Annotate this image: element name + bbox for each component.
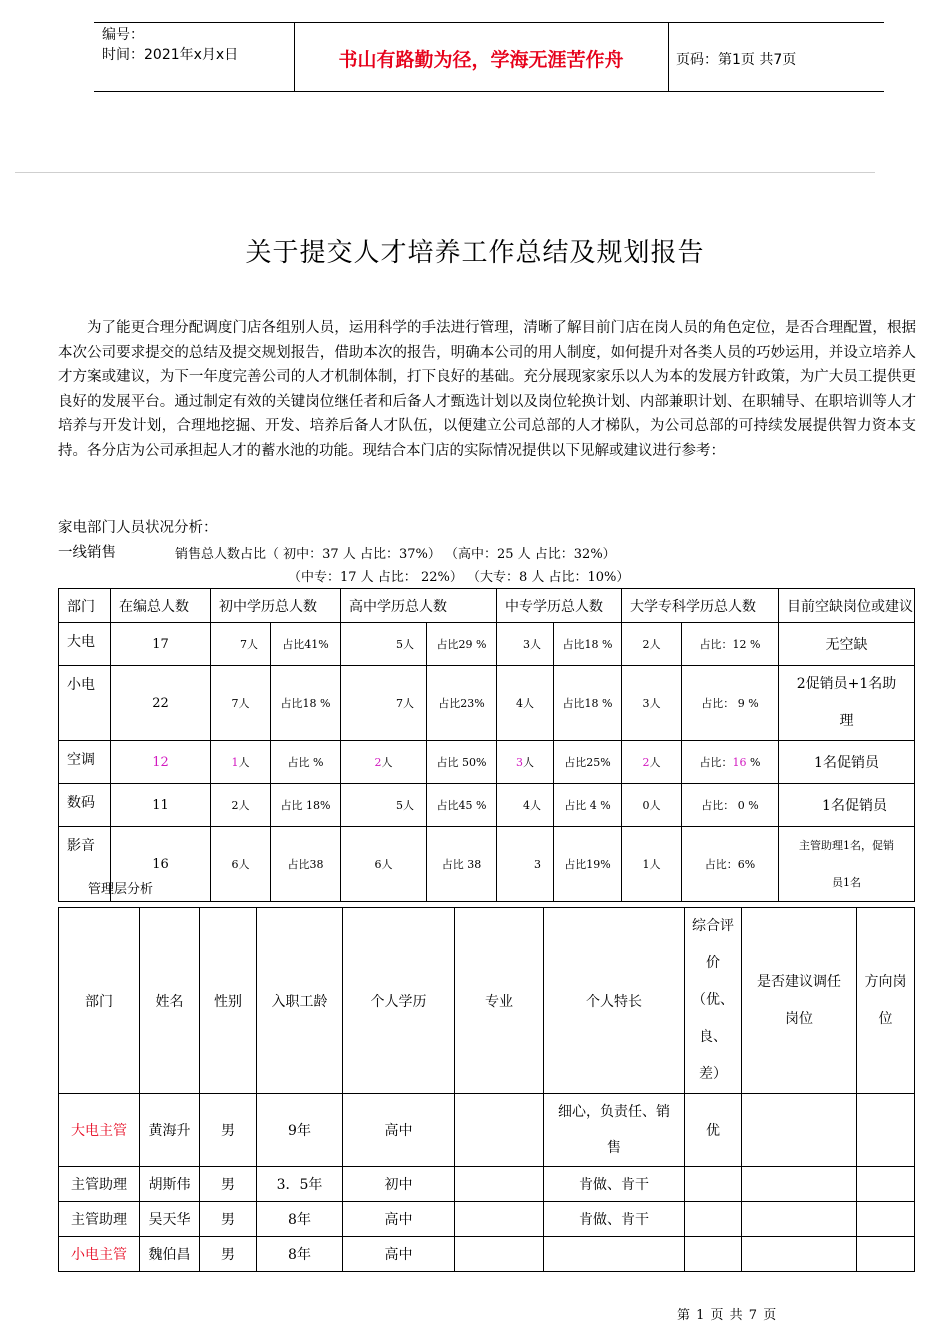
header-cell: 性别: [200, 908, 257, 1094]
edu-cell: 高中: [343, 1237, 455, 1272]
note-text: 2促销员+1名助: [796, 676, 897, 692]
ratio-cell: 占比 38: [427, 827, 497, 902]
rating-cell: [685, 1202, 742, 1237]
name-cell: 胡斯伟: [140, 1167, 200, 1202]
table-row: [59, 784, 915, 827]
header-text: 是否建议调任: [757, 973, 841, 990]
count-cell: 5人: [341, 623, 427, 666]
header-cell: [742, 908, 857, 1094]
gender-cell: 男: [200, 1237, 257, 1272]
ratio-cell: 占比：6%: [682, 827, 779, 902]
header-cell: 入职工龄: [257, 908, 343, 1094]
ratio-cell: 占比：12 %: [682, 623, 779, 666]
edu-cell: 初中: [343, 1167, 455, 1202]
skill-text: 细心，负责任、销: [558, 1104, 670, 1120]
header-text: 岗位: [785, 1010, 813, 1027]
direction-cell: [857, 1202, 915, 1237]
ratio-cell: 占比19%: [554, 827, 622, 902]
dept-cell: 数码: [59, 784, 111, 827]
header-cell: 个人特长: [544, 908, 685, 1094]
count-value: 1: [231, 756, 239, 769]
rating-cell: [685, 1237, 742, 1272]
staff-education-table: [58, 588, 915, 902]
rating-cell: 优: [685, 1094, 742, 1167]
horizontal-rule: [15, 172, 875, 173]
table-row: [59, 623, 915, 666]
ratio-cell: 占比29 %: [427, 623, 497, 666]
note-cell: [779, 666, 915, 741]
management-table: [58, 907, 915, 1272]
header-text: 方向岗: [864, 973, 907, 990]
header-cell: 在编总人数: [111, 589, 211, 623]
skill-text: 售: [607, 1140, 621, 1156]
name-cell: 吴天华: [140, 1202, 200, 1237]
gender-cell: 男: [200, 1094, 257, 1167]
number-label: 编号：: [102, 27, 144, 43]
note-cell: [779, 827, 915, 902]
header-cell: 姓名: [140, 908, 200, 1094]
count-value: 2: [642, 756, 650, 769]
major-cell: [455, 1094, 544, 1167]
header-text: （优、: [692, 992, 734, 1008]
ratio-cell: 占比38: [271, 827, 341, 902]
name-cell: 魏伯昌: [140, 1237, 200, 1272]
ratio-cell: 占比18 %: [554, 666, 622, 741]
ratio-cell: 占比： 9 %: [682, 666, 779, 741]
ratio-cell: 占比 4 %: [554, 784, 622, 827]
header-text: 差）: [699, 1066, 727, 1082]
note-cell: 无空缺: [779, 623, 915, 666]
header-cell: 目前空缺岗位或建议: [779, 589, 915, 623]
dept-cell: 大电主管: [59, 1094, 140, 1167]
direction-cell: [857, 1237, 915, 1272]
tenure-cell: 3．5年: [257, 1167, 343, 1202]
header-cell: 初中学历总人数: [211, 589, 341, 623]
gender-cell: 男: [200, 1202, 257, 1237]
tenure-cell: 8年: [257, 1202, 343, 1237]
table-row: [59, 827, 915, 902]
header-cell: 部门: [59, 908, 140, 1094]
count-value: 3: [516, 756, 523, 769]
dept-cell: 大电: [59, 623, 111, 666]
count-cell: [341, 741, 427, 784]
count-unit: 人: [523, 756, 534, 769]
header-text: 良、: [699, 1029, 727, 1045]
rating-cell: [685, 1167, 742, 1202]
count-cell: 1人: [622, 827, 682, 902]
note-text: 理: [839, 713, 854, 729]
dept-cell: 主管助理: [59, 1167, 140, 1202]
major-cell: [455, 1167, 544, 1202]
tenure-cell: 8年: [257, 1237, 343, 1272]
time-label: 时间：2021年x月x日: [102, 47, 239, 63]
count-cell: 6人: [341, 827, 427, 902]
header-cell: 高中学历总人数: [341, 589, 497, 623]
count-cell: 0人: [622, 784, 682, 827]
header-text: 价: [706, 955, 720, 971]
header-divider: [668, 23, 669, 91]
direction-cell: [857, 1094, 915, 1167]
adjust-cell: [742, 1094, 857, 1167]
sales-label: 一线销售: [58, 545, 116, 561]
table-row: [59, 666, 915, 741]
ratio-label: 占比：: [699, 756, 733, 769]
ratio-cell: 占比18 %: [554, 623, 622, 666]
header-cell: 部门: [59, 589, 111, 623]
total-cell: 11: [111, 784, 211, 827]
tenure-cell: 9年: [257, 1094, 343, 1167]
stat-line-1: 销售总人数占比（ 初中：37 人 占比：37%） （高中：25 人 占比：32%）: [175, 547, 616, 562]
count-unit: 人: [381, 756, 393, 769]
skill-cell: [544, 1237, 685, 1272]
intro-paragraph: 为了能更合理分配调度门店各组别人员，运用科学的手法进行管理，清晰了解目前门店在岗人员的角色定位，是否合理配置，根据本次公司要求提交的总结及提交规划报告，借助本次的报告，明确本公司的用人制度，如何提升对各类人员的巧妙运用，并设立培养人才方案或建议，为下一年度完善公司的人才机制体制，打下良好的基础。充分展现家家乐以人为本的发展方针政策，为广大员工提供更良好的发展平台。通过制定有效的关键岗位继任者和后备人才甄选计划以及岗位轮换计划、内部兼职计划、在职辅导、在职培训等人才培养与开发计划，合理地挖掘、开发、培养后备人才队伍，以便建立公司总部的人才梯队，为公司总部的可持续发展提供智力资本支持。各分店为公司承担起人才的蓄水池的功能。现结合本门店的实际情况提供以下见解或建议进行参考：: [58, 320, 916, 459]
header-cell: 中专学历总人数: [497, 589, 622, 623]
ratio-value: 16: [732, 756, 747, 769]
note-cell: 1名促销员: [779, 784, 915, 827]
adjust-cell: [742, 1167, 857, 1202]
count-cell: [622, 741, 682, 784]
gender-cell: 男: [200, 1167, 257, 1202]
dept-cell: 小电: [59, 666, 111, 741]
count-cell: 5人: [341, 784, 427, 827]
table-row: [59, 1237, 915, 1272]
adjust-cell: [742, 1237, 857, 1272]
stat-line-2: （中专：17 人 占比： 22%） （大专：8 人 占比：10%）: [288, 570, 630, 585]
count-value: 2: [374, 756, 382, 769]
section-heading-management: 管理层分析: [88, 882, 154, 897]
count-cell: 3: [497, 827, 554, 902]
header-page-number: 页码：第1页 共7页: [676, 52, 797, 68]
table-row: [59, 1167, 915, 1202]
ratio-cell: 占比： 0 %: [682, 784, 779, 827]
count-unit: 人: [238, 756, 250, 769]
total-cell: 12: [111, 741, 211, 784]
header-meta: [102, 25, 238, 65]
count-cell: 4人: [497, 784, 554, 827]
count-cell: 7人: [211, 666, 271, 741]
count-cell: 2人: [211, 784, 271, 827]
count-unit: 人: [649, 756, 661, 769]
total-cell: 22: [111, 666, 211, 741]
note-cell: 1名促销员: [779, 741, 915, 784]
dept-cell: 空调: [59, 741, 111, 784]
skill-cell: 肯做、肯干: [544, 1202, 685, 1237]
ratio-cell: 占比 50%: [427, 741, 497, 784]
direction-cell: [857, 1167, 915, 1202]
skill-cell: 肯做、肯干: [544, 1167, 685, 1202]
count-cell: 7人: [211, 623, 271, 666]
ratio-cell: 占比 18%: [271, 784, 341, 827]
header-cell: 个人学历: [343, 908, 455, 1094]
table-header-row: [59, 589, 915, 623]
ratio-cell: 占比45 %: [427, 784, 497, 827]
dept-cell: 小电主管: [59, 1237, 140, 1272]
major-cell: [455, 1202, 544, 1237]
table-header-row: [59, 908, 915, 1094]
ratio-cell: 占比 %: [271, 741, 341, 784]
document-title: 关于提交人才培养工作总结及规划报告: [245, 238, 705, 268]
count-cell: 4人: [497, 666, 554, 741]
header-cell: [685, 908, 742, 1094]
count-cell: [211, 741, 271, 784]
total-cell: 17: [111, 623, 211, 666]
header-text: 综合评: [692, 918, 734, 934]
ratio-cell: 占比18 %: [271, 666, 341, 741]
edu-cell: 高中: [343, 1094, 455, 1167]
table-row: [59, 1202, 915, 1237]
page-footer: 第 1 页 共 7 页: [677, 1308, 778, 1323]
ratio-cell: 占比23%: [427, 666, 497, 741]
skill-cell: [544, 1094, 685, 1167]
header-cell: [857, 908, 915, 1094]
ratio-cell: 占比41%: [271, 623, 341, 666]
dept-cell: 影音: [59, 827, 111, 902]
count-cell: [497, 741, 554, 784]
count-cell: 3人: [497, 623, 554, 666]
header-motto: 书山有路勤为径，学海无涯苦作舟: [338, 49, 624, 71]
section-heading-appliance: 家电部门人员状况分析：: [58, 520, 218, 536]
ratio-cell: 占比25%: [554, 741, 622, 784]
table-row: [59, 741, 915, 784]
count-cell: 6人: [211, 827, 271, 902]
ratio-cell: [682, 741, 779, 784]
header-cell: 专业: [455, 908, 544, 1094]
table-row: [59, 1094, 915, 1167]
major-cell: [455, 1237, 544, 1272]
name-cell: 黄海升: [140, 1094, 200, 1167]
count-cell: 2人: [622, 623, 682, 666]
edu-cell: 高中: [343, 1202, 455, 1237]
ratio-unit: %: [746, 756, 761, 769]
dept-cell: 主管助理: [59, 1202, 140, 1237]
count-cell: 7人: [341, 666, 427, 741]
adjust-cell: [742, 1202, 857, 1237]
note-text: 员1名: [832, 876, 861, 889]
total-cell: 16: [111, 827, 211, 902]
page-header: [94, 22, 884, 92]
header-text: 位: [878, 1010, 893, 1027]
note-text: 主管助理1名，促销: [799, 839, 894, 852]
count-cell: 3人: [622, 666, 682, 741]
header-cell: 大学专科学历总人数: [622, 589, 779, 623]
